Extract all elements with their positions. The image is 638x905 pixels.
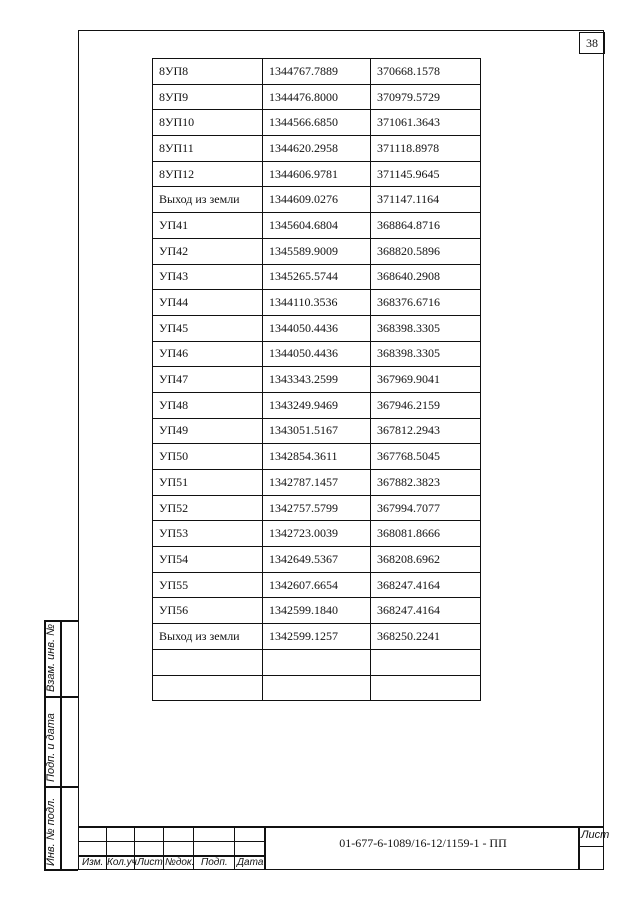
point-name-cell: УП55 <box>153 572 263 598</box>
x-coordinate-cell: 1344050.4436 <box>263 341 371 367</box>
stamp-col-podp: Подп. <box>201 857 228 868</box>
y-coordinate-cell: 367768.5045 <box>371 444 481 470</box>
y-coordinate-cell: 368247.4164 <box>371 598 481 624</box>
x-coordinate-cell: 1342649.5367 <box>263 547 371 573</box>
stamp-col-list: Лист <box>137 857 163 868</box>
point-name-cell <box>153 675 263 701</box>
point-name-cell <box>153 649 263 675</box>
x-coordinate-cell: 1345604.6804 <box>263 213 371 239</box>
point-name-cell: УП53 <box>153 521 263 547</box>
y-coordinate-cell: 367882.3823 <box>371 470 481 496</box>
document-code: 01-677-6-1089/16-12/1159-1 - ПП <box>339 836 507 850</box>
page-number: 38 <box>579 32 605 54</box>
x-coordinate-cell: 1342787.1457 <box>263 470 371 496</box>
x-coordinate-cell: 1344476.8000 <box>263 84 371 110</box>
side-strip-divider-1 <box>44 696 78 698</box>
x-coordinate-cell: 1345265.5744 <box>263 264 371 290</box>
point-name-cell: УП46 <box>153 341 263 367</box>
y-coordinate-cell: 367946.2159 <box>371 392 481 418</box>
side-strip-mid-border <box>60 620 62 870</box>
y-coordinate-cell: 368250.2241 <box>371 624 481 650</box>
point-name-cell: УП56 <box>153 598 263 624</box>
y-coordinate-cell: 368208.6962 <box>371 547 481 573</box>
point-name-cell: УП49 <box>153 418 263 444</box>
x-coordinate-cell: 1344050.4436 <box>263 315 371 341</box>
stamp-col-data: Дата <box>237 857 264 868</box>
table-row <box>153 495 481 521</box>
stamp-col-line-5 <box>234 826 235 870</box>
y-coordinate-cell: 368081.8666 <box>371 521 481 547</box>
table-row <box>153 238 481 264</box>
vzam-inv-label: Взам. инв. № <box>45 623 57 692</box>
coordinates-table <box>152 58 481 701</box>
point-name-cell: УП51 <box>153 470 263 496</box>
x-coordinate-cell: 1342854.3611 <box>263 444 371 470</box>
point-name-cell: 8УП8 <box>153 59 263 85</box>
y-coordinate-cell <box>371 675 481 701</box>
x-coordinate-cell: 1344606.9781 <box>263 161 371 187</box>
table-row <box>153 110 481 136</box>
table-row <box>153 547 481 573</box>
stamp-col-line-7 <box>578 826 580 870</box>
y-coordinate-cell: 371145.9645 <box>371 161 481 187</box>
table-row <box>153 59 481 85</box>
side-strip-divider-2 <box>44 786 78 788</box>
point-name-cell: УП48 <box>153 392 263 418</box>
x-coordinate-cell <box>263 675 371 701</box>
x-coordinate-cell: 1342599.1840 <box>263 598 371 624</box>
y-coordinate-cell: 370668.1578 <box>371 59 481 85</box>
x-coordinate-cell: 1343249.9469 <box>263 392 371 418</box>
table-row <box>153 444 481 470</box>
stamp-col-line-6 <box>264 826 266 870</box>
table-row <box>153 572 481 598</box>
table-row <box>153 136 481 162</box>
stamp-col-line-3 <box>163 826 164 870</box>
table-row <box>153 367 481 393</box>
y-coordinate-cell: 367812.2943 <box>371 418 481 444</box>
table-row <box>153 315 481 341</box>
y-coordinate-cell: 367994.7077 <box>371 495 481 521</box>
stamp-col-izm: Изм. <box>82 857 104 868</box>
y-coordinate-cell: 368376.6716 <box>371 290 481 316</box>
table-row <box>153 187 481 213</box>
y-coordinate-cell: 370979.5729 <box>371 84 481 110</box>
table-row <box>153 213 481 239</box>
y-coordinate-cell: 368820.5896 <box>371 238 481 264</box>
x-coordinate-cell: 1343051.5167 <box>263 418 371 444</box>
y-coordinate-cell: 368247.4164 <box>371 572 481 598</box>
y-coordinate-cell: 371147.1164 <box>371 187 481 213</box>
side-strip-bottom <box>44 869 78 871</box>
x-coordinate-cell: 1344609.0276 <box>263 187 371 213</box>
x-coordinate-cell: 1342607.6654 <box>263 572 371 598</box>
table-row <box>153 649 481 675</box>
point-name-cell: УП41 <box>153 213 263 239</box>
point-name-cell: Выход из земли <box>153 187 263 213</box>
point-name-cell: УП43 <box>153 264 263 290</box>
point-name-cell: Выход из земли <box>153 624 263 650</box>
point-name-cell: УП45 <box>153 315 263 341</box>
stamp-col-kolich: Кол.уч <box>107 857 137 868</box>
table-row <box>153 598 481 624</box>
x-coordinate-cell: 1344110.3536 <box>263 290 371 316</box>
point-name-cell: 8УП11 <box>153 136 263 162</box>
point-name-cell: 8УП9 <box>153 84 263 110</box>
x-coordinate-cell: 1344767.7889 <box>263 59 371 85</box>
table-row <box>153 624 481 650</box>
podp-data-label: Подп. и дата <box>45 713 57 782</box>
table-row <box>153 521 481 547</box>
side-strip-top <box>44 620 78 622</box>
point-name-cell: 8УП10 <box>153 110 263 136</box>
y-coordinate-cell: 367969.9041 <box>371 367 481 393</box>
point-name-cell: УП50 <box>153 444 263 470</box>
y-coordinate-cell: 371118.8978 <box>371 136 481 162</box>
x-coordinate-cell: 1344620.2958 <box>263 136 371 162</box>
y-coordinate-cell: 371061.3643 <box>371 110 481 136</box>
table-row <box>153 341 481 367</box>
x-coordinate-cell: 1342599.1257 <box>263 624 371 650</box>
point-name-cell: УП47 <box>153 367 263 393</box>
stamp-col-ndok: №док. <box>165 857 195 868</box>
point-name-cell: УП54 <box>153 547 263 573</box>
y-coordinate-cell: 368398.3305 <box>371 315 481 341</box>
table-row <box>153 418 481 444</box>
point-name-cell: УП44 <box>153 290 263 316</box>
x-coordinate-cell <box>263 649 371 675</box>
table-row <box>153 470 481 496</box>
x-coordinate-cell: 1342757.5799 <box>263 495 371 521</box>
x-coordinate-cell: 1343343.2599 <box>263 367 371 393</box>
stamp-top-border <box>78 826 604 828</box>
x-coordinate-cell: 1342723.0039 <box>263 521 371 547</box>
y-coordinate-cell <box>371 649 481 675</box>
point-name-cell: УП52 <box>153 495 263 521</box>
table-row <box>153 161 481 187</box>
y-coordinate-cell: 368864.8716 <box>371 213 481 239</box>
y-coordinate-cell: 368640.2908 <box>371 264 481 290</box>
table-row <box>153 675 481 701</box>
x-coordinate-cell: 1344566.6850 <box>263 110 371 136</box>
point-name-cell: УП42 <box>153 238 263 264</box>
sheet-label: Лист <box>581 829 610 841</box>
point-name-cell: 8УП12 <box>153 161 263 187</box>
x-coordinate-cell: 1345589.9009 <box>263 238 371 264</box>
table-row <box>153 290 481 316</box>
stamp-sheet-divider <box>578 846 604 847</box>
inv-podl-label: Инв. № подл. <box>45 797 57 866</box>
table-row <box>153 392 481 418</box>
y-coordinate-cell: 368398.3305 <box>371 341 481 367</box>
table-row <box>153 84 481 110</box>
table-row <box>153 264 481 290</box>
